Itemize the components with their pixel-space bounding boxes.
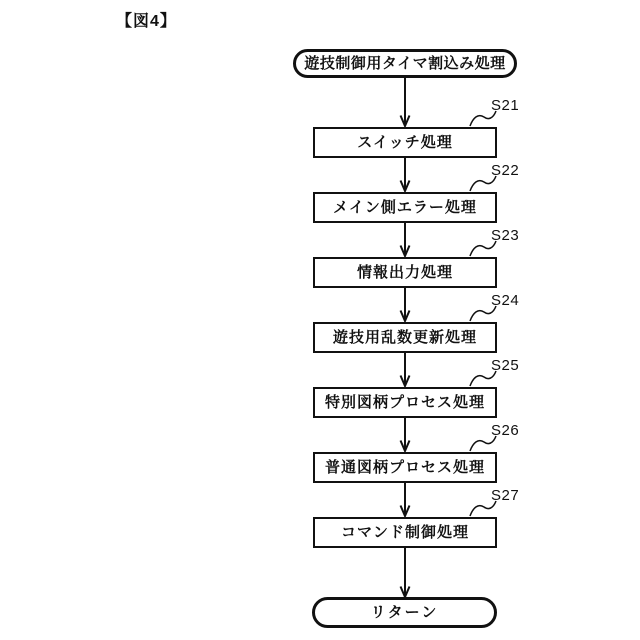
flow-arrow [401, 418, 410, 451]
step-box-s25: 特別図柄プロセス処理 [313, 387, 497, 418]
step-box-s22: メイン側エラー処理 [313, 192, 497, 223]
flow-arrow [401, 158, 410, 191]
flow-arrow [401, 548, 410, 597]
end-terminal: リターン [312, 597, 497, 628]
step-id-s25: S25 [491, 357, 520, 374]
step-id-s24: S24 [491, 292, 520, 309]
step-id-s21: S21 [491, 97, 520, 114]
figure-title: 【図4】 [116, 13, 177, 30]
flow-arrow [401, 483, 410, 516]
step-id-s27: S27 [491, 487, 520, 504]
step-box-s26: 普通図柄プロセス処理 [313, 452, 497, 483]
step-id-s26: S26 [491, 422, 520, 439]
flow-arrow [401, 76, 410, 126]
step-box-s23: 情報出力処理 [313, 257, 497, 288]
step-id-s23: S23 [491, 227, 520, 244]
step-box-s27: コマンド制御処理 [313, 517, 497, 548]
start-terminal: 遊技制御用タイマ割込み処理 [293, 49, 517, 78]
flow-arrow [401, 223, 410, 256]
flow-arrow [401, 288, 410, 321]
step-box-s21: スイッチ処理 [313, 127, 497, 158]
step-box-s24: 遊技用乱数更新処理 [313, 322, 497, 353]
flow-arrow [401, 353, 410, 386]
step-id-s22: S22 [491, 162, 520, 179]
